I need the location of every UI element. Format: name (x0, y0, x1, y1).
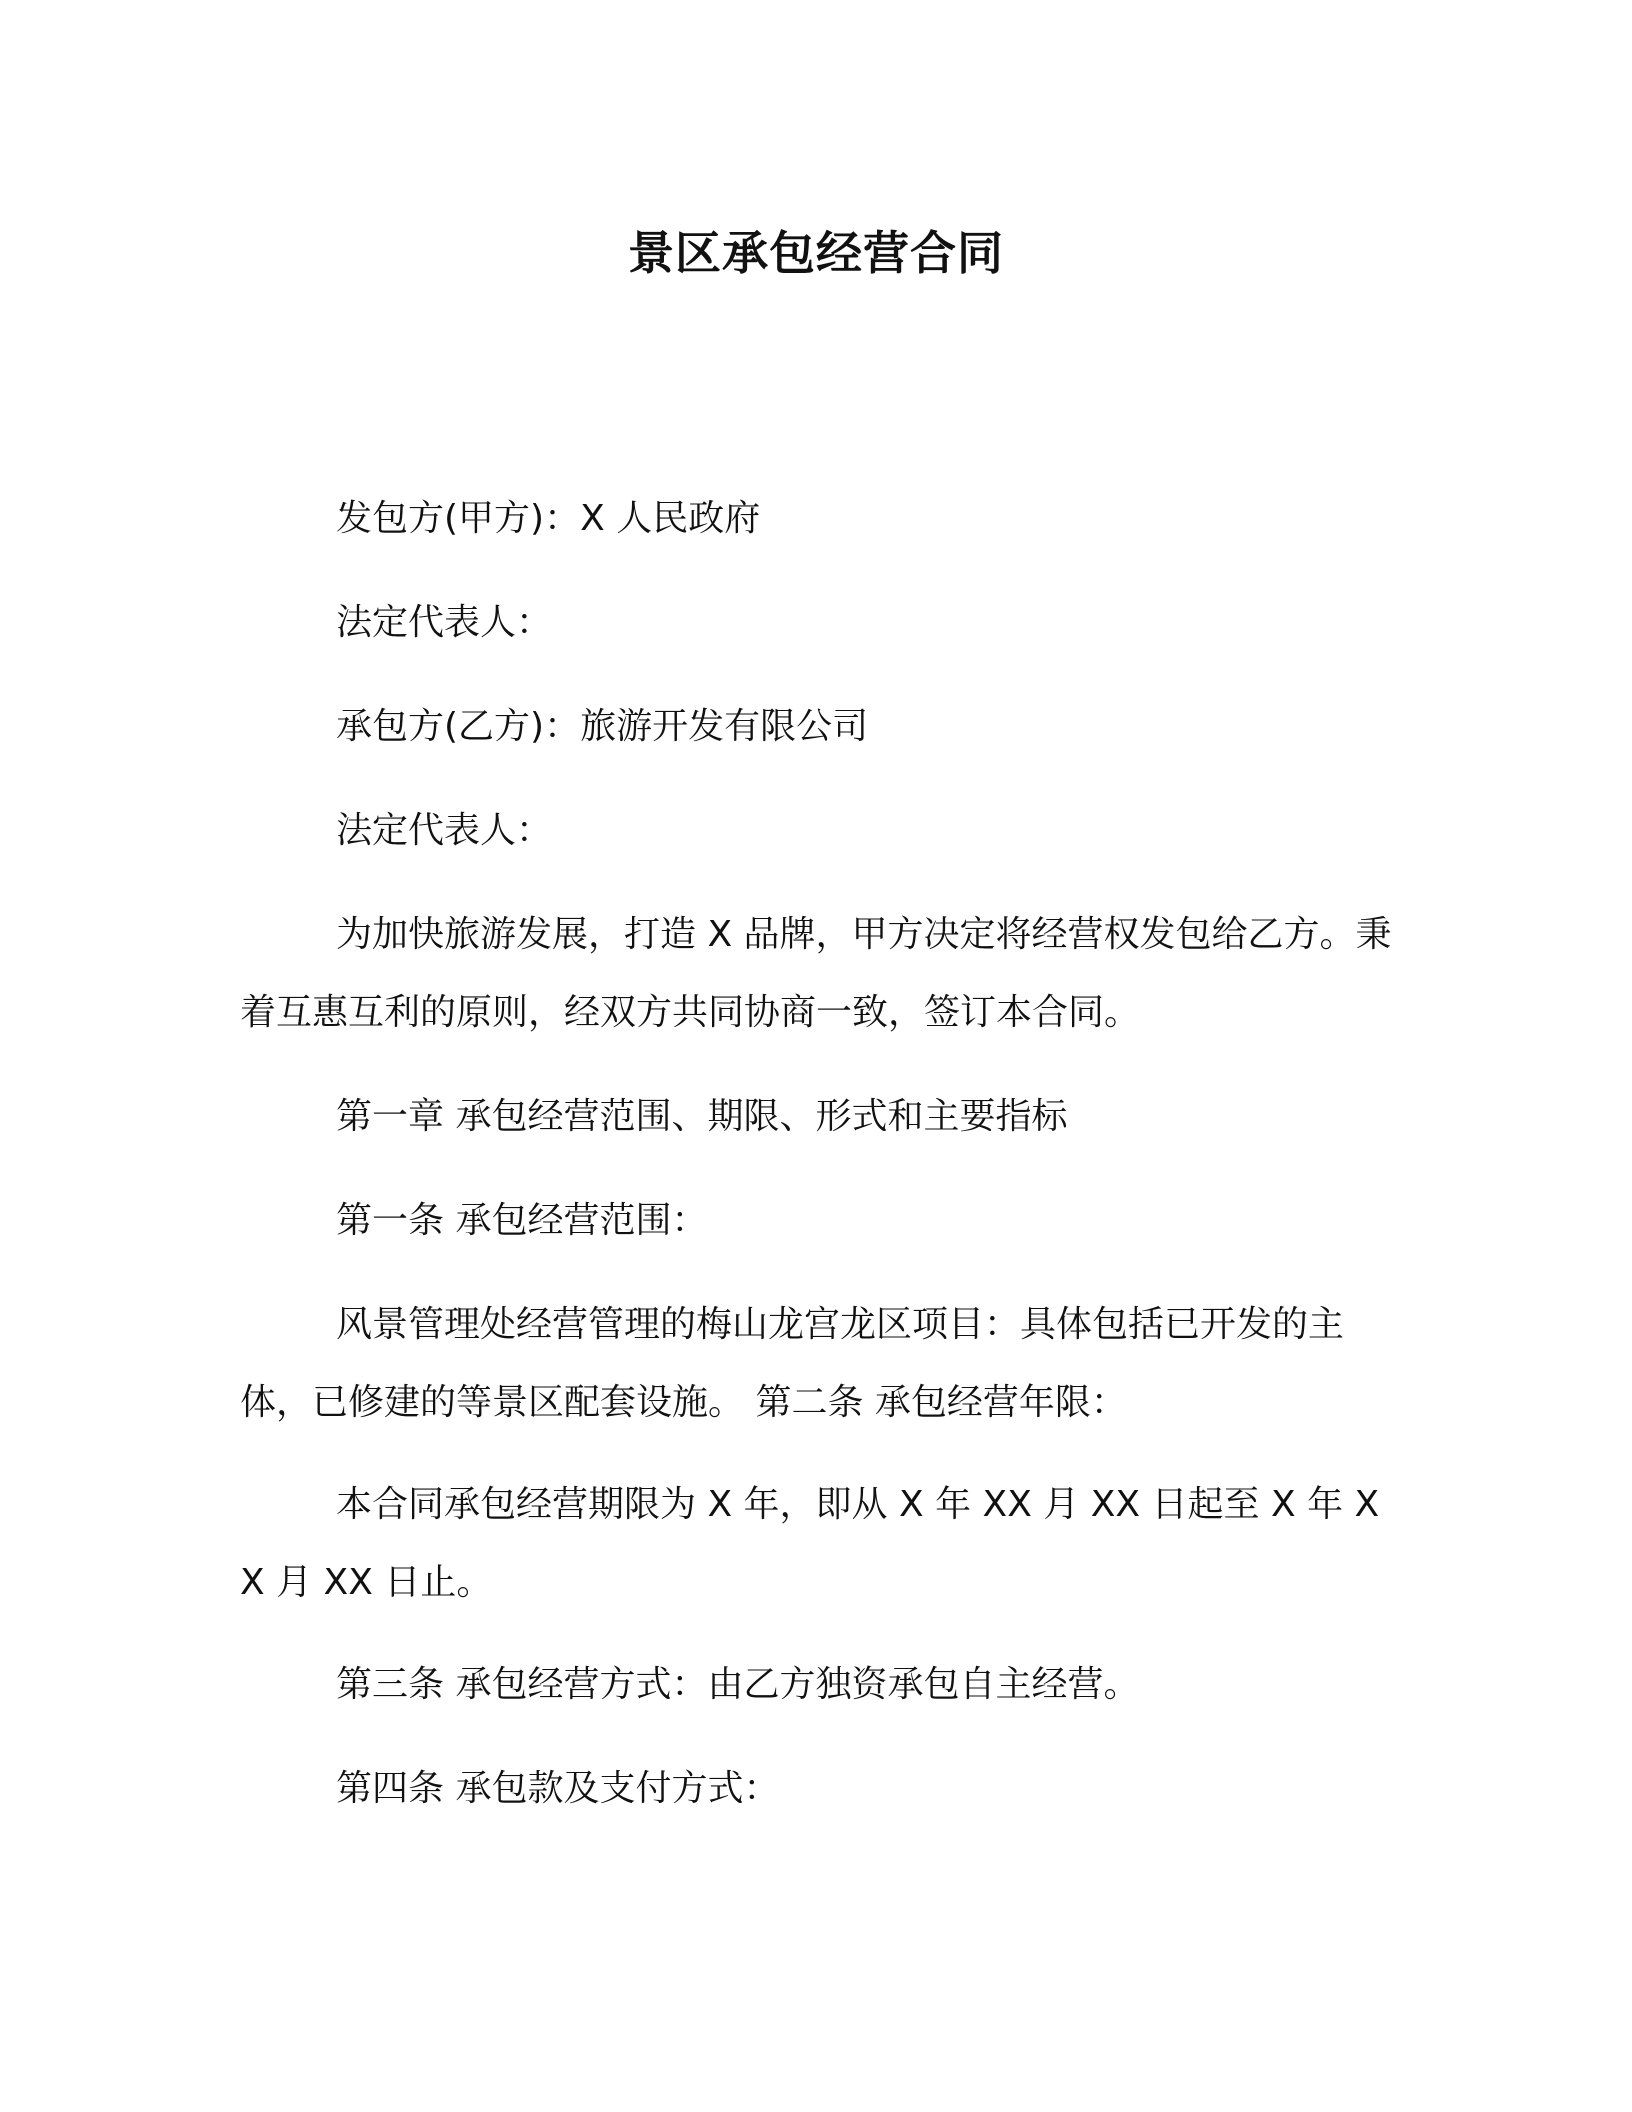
party-b-line: 承包方(乙方)：旅游开发有限公司 (336, 706, 869, 747)
party-b-representative-line: 法定代表人： (336, 810, 553, 851)
party-a-line: 发包方(甲方)：X 人民政府 (336, 498, 761, 539)
chapter-one-heading: 第一章 承包经营范围、期限、形式和主要指标 (336, 1096, 1068, 1137)
document-title: 景区承包经营合同 (628, 226, 1004, 280)
article-three-line: 第三条 承包经营方式：由乙方独资承包自主经营。 (336, 1664, 1140, 1705)
article-one-heading: 第一条 承包经营范围： (336, 1200, 708, 1241)
article-one-body: 风景管理处经营管理的梅山龙宫龙区项目：具体包括已开发的主体，已修建的等景区配套设施。 第二条 承包经营年限： (240, 1304, 1345, 1423)
article-two-body: 本合同承包经营期限为 X 年，即从 X 年 XX 月 XX 日起至 X 年 XX 月 XX 日止。 (240, 1484, 1380, 1603)
article-four-heading: 第四条 承包款及支付方式： (336, 1768, 780, 1809)
preamble-paragraph: 为加快旅游发展，打造 X 品牌，甲方决定将经营权发包给乙方。秉着互惠互利的原则，经双方共同协商一致，签订本合同。 (240, 914, 1392, 1033)
party-a-representative-line: 法定代表人： (336, 602, 553, 643)
